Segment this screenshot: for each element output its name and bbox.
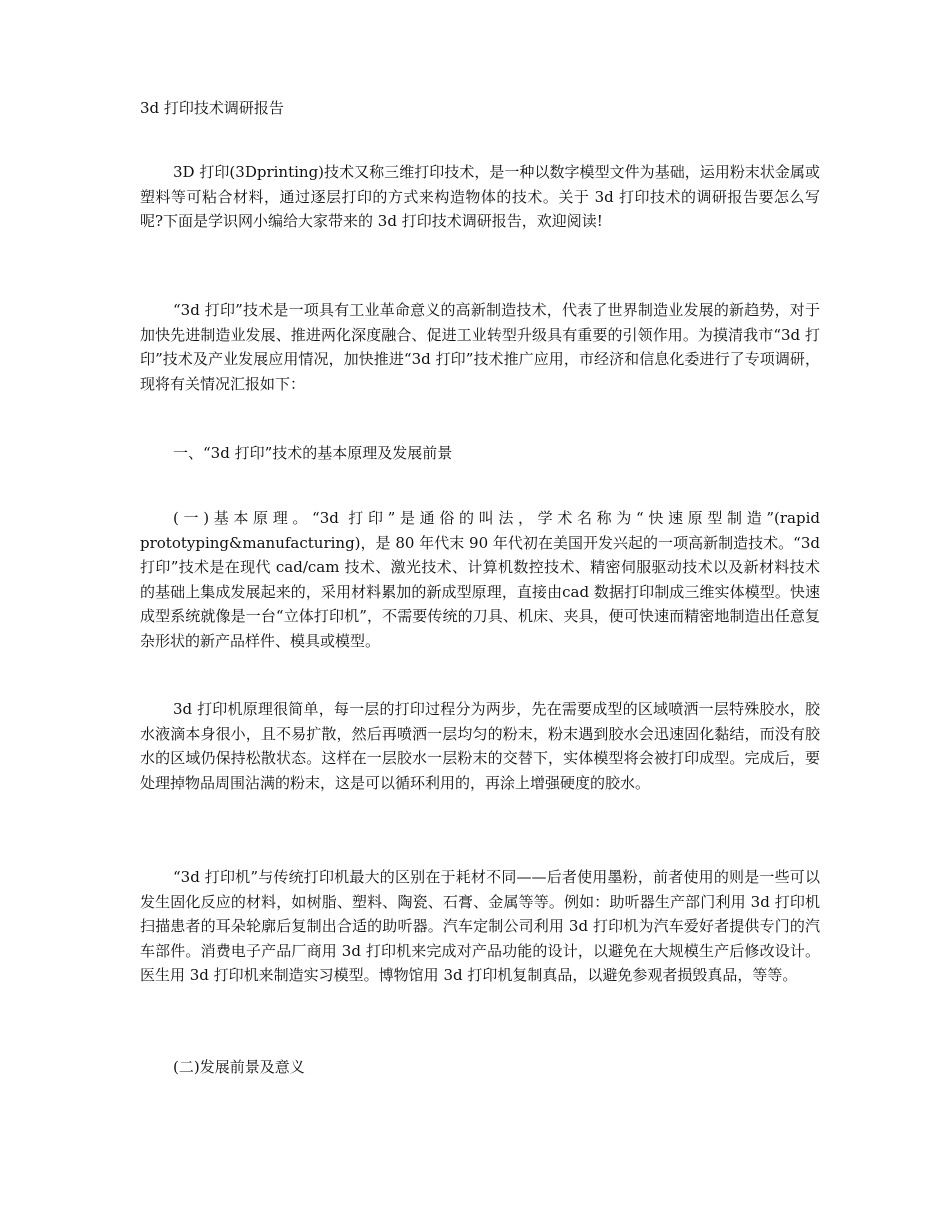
document-title: 3d 打印技术调研报告 xyxy=(140,99,284,117)
printer-comparison-paragraph: “3d 打印机”与传统打印机最大的区别在于耗材不同——后者使用墨粉，前者使用的则是一些可以发生固化反应的材料，如树脂、塑料、陶瓷、石膏、金属等等。例如：助听器生产部门利用 3d 打印机扫描患者的耳朵轮廓后复制出合适的助听器。汽车定制公司利用 3d 打印机为汽车爱好者提供专门的汽车部件。消费电子产品厂商用 3d 打印机来完成对产品功能的设计，以避免在大规模生产后修改设计。医生用 3d 打印机来制造实习模型。博物馆用 3d 打印机复制真品，以避免参观者损毁真品，等等。 xyxy=(140,868,820,984)
basic-principle-paragraph: (一)基本原理。“3d 打印”是通俗的叫法，学术名称为“快速原型制造”(rapid prototyping&manufacturing)，是 80 年代末 90 年代初在美国开发兴起的一项高新制造技术。“3d 打印”技术是在现代 cad/cam 技术、激光技术、计算机数控技术、精密伺服驱动技术以及新材料技术的基础上集成发展起来的，采用材料累加的新成型原理，直接由cad 数据打印制成三维实体模型。快速成型系统就像是一台“立体打印机”，不需要传统的刀具、机床、夹具，便可快速而精密地制造出任意复杂形状的新产品样件、模具或模型。 xyxy=(140,509,820,650)
overview-paragraph: “3d 打印”技术是一项具有工业革命意义的高新制造技术，代表了世界制造业发展的新趋势，对于加快先进制造业发展、推进两化深度融合、促进工业转型升级具有重要的引领作用。为摸清我市“3d 打印”技术及产业发展应用情况，加快推进“3d 打印”技术推广应用，市经济和信息化委进行了专项调研，现将有关情况汇报如下： xyxy=(140,301,820,393)
subsection-heading-prospects: (二)发展前景及意义 xyxy=(173,1058,305,1076)
printer-principle-paragraph: 3d 打印机原理很简单，每一层的打印过程分为两步，先在需要成型的区域喷洒一层特殊胶水，胶水液滴本身很小，且不易扩散，然后再喷洒一层均匀的粉末，粉末遇到胶水会迅速固化黏结，而没有胶水的区域仍保持松散状态。这样在一层胶水一层粉末的交替下，实体模型将会被打印成型。完成后，要处理掉物品周围沾满的粉末，这是可以循环利用的，再涂上增强硬度的胶水。 xyxy=(140,700,820,792)
intro-paragraph: 3D 打印(3Dprinting)技术又称三维打印技术，是一种以数字模型文件为基础，运用粉末状金属或塑料等可粘合材料，通过逐层打印的方式来构造物体的技术。关于 3d 打印技术的调研报告要怎么写呢?下面是学识网小编给大家带来的 3d 打印技术调研报告，欢迎阅读! xyxy=(140,163,820,230)
section-heading-principles: 一、“3d 打印”技术的基本原理及发展前景 xyxy=(173,444,453,462)
